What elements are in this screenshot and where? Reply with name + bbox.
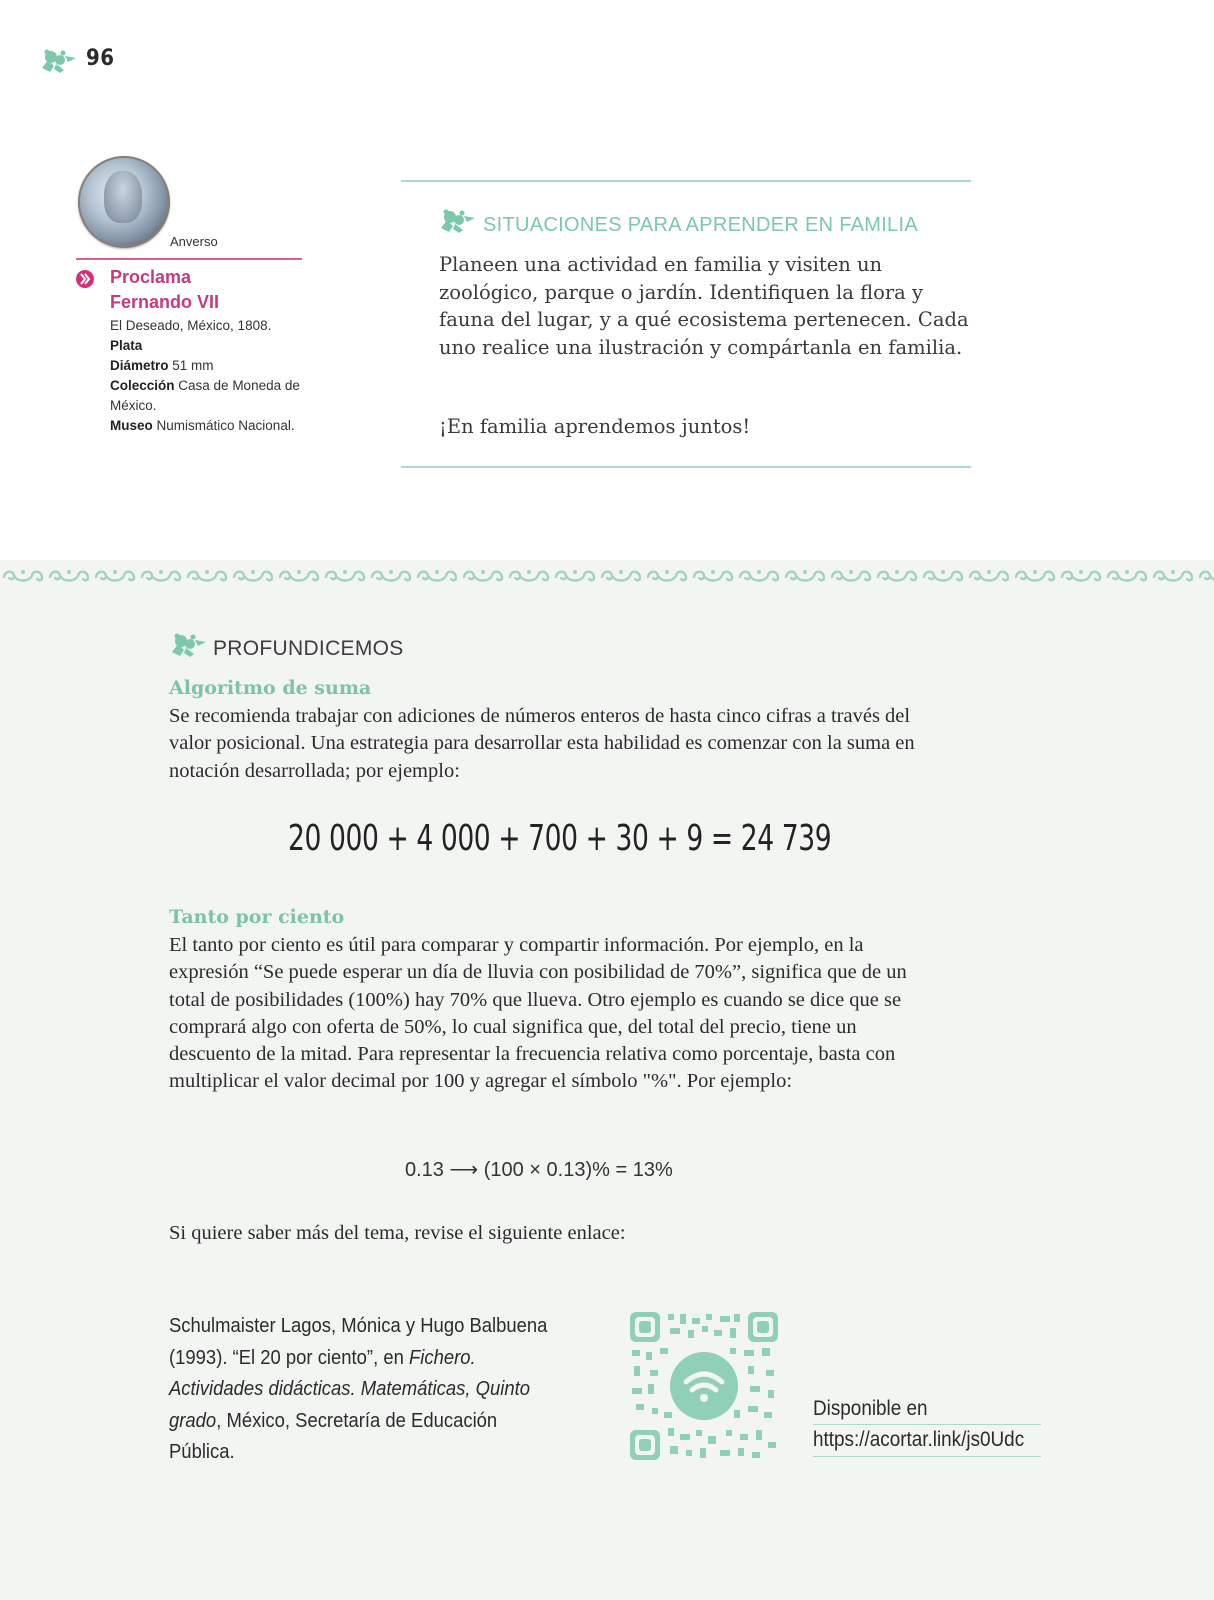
glyph-icon bbox=[437, 208, 477, 234]
coin-museum-label: Museo bbox=[110, 418, 153, 433]
coin-museum-value: Numismático Nacional. bbox=[156, 418, 295, 433]
coin-material: Plata bbox=[110, 338, 143, 353]
citation-part2: , México, Secretaría de Educación Pública. bbox=[169, 1408, 498, 1463]
link-intro: Si quiere saber más del tema, revise el siguiente enlace: bbox=[169, 1222, 626, 1244]
family-closing: ¡En familia aprendemos juntos! bbox=[439, 415, 751, 438]
coin-diameter-label: Diámetro bbox=[110, 358, 169, 373]
family-body: Planeen una actividad en familia y visiten un zoológico, parque o jardín. Identifiquen la flora y fauna del lugar, y a qué ecosistema pertenecen. Cada uno realice una ilustración y compártanla en familia. bbox=[439, 253, 969, 359]
profundicemos-heading: PROFUNDICEMOS bbox=[213, 637, 404, 660]
citation bbox=[169, 1310, 556, 1468]
citation-part1: Schulmaister Lagos, Mónica y Hugo Balbuena (1993). “El 20 por ciento”, en bbox=[169, 1314, 548, 1369]
coin-title-line1: Proclama bbox=[110, 267, 192, 287]
link-underline bbox=[813, 1456, 1041, 1457]
suma-equation: 20 000 + 4 000 + 700 + 30 + 9 = 24 739 bbox=[288, 818, 832, 859]
family-heading: SITUACIONES PARA APRENDER EN FAMILIA bbox=[483, 214, 918, 236]
tanto-heading: Tanto por ciento bbox=[169, 906, 345, 928]
family-box-bottom-rule bbox=[401, 466, 971, 468]
page-number: 96 bbox=[86, 46, 115, 71]
arrow-right-icon bbox=[76, 270, 94, 288]
suma-heading: Algoritmo de suma bbox=[169, 677, 372, 699]
glyph-icon bbox=[168, 632, 208, 658]
coin-collection-label: Colección bbox=[110, 378, 175, 393]
coin-description: El Deseado, México, 1808. bbox=[110, 318, 272, 333]
coin-caption: Anverso bbox=[170, 234, 218, 249]
tanto-paragraph: El tanto por ciento es útil para comparar y compartir información. Por ejemplo, en la expresión “Se puede esperar un día de lluvia con posibilidad de 70%”, significa que de un total de posibilidades (100%) hay 70% que llueva. Otro ejemplo es cuando se dice que se comprará algo con oferta de 50%, lo cual significa que, del total del precio, tiene un descuento de la mitad. Para representar la frecuencia relativa como porcentaje, basta con multiplicar el valor decimal por 100 y agregar el símbolo "%". Por ejemplo: bbox=[169, 934, 907, 1093]
family-box-top-rule bbox=[401, 180, 971, 182]
coin-diameter-value: 51 mm bbox=[172, 358, 214, 373]
coin-divider bbox=[76, 258, 302, 260]
coin-portrait bbox=[104, 171, 142, 223]
reference-link[interactable]: https://acortar.link/js0Udc bbox=[813, 1428, 1025, 1451]
coin-collection-value: Casa de Moneda de México. bbox=[110, 378, 300, 413]
glyph-icon bbox=[38, 48, 78, 74]
qr-code-icon[interactable] bbox=[630, 1312, 778, 1460]
percent-equation: 0.13 ⟶ (100 × 0.13)% = 13% bbox=[405, 1159, 673, 1181]
suma-paragraph: Se recomienda trabajar con adiciones de números enteros de hasta cinco cifras a través del valor posicional. Una estrategia para desarrollar esta habilidad es comenzar con la suma en notación desarrollada; por ejemplo: bbox=[169, 705, 915, 782]
available-underline bbox=[813, 1424, 1041, 1425]
available-label: Disponible en bbox=[813, 1397, 928, 1420]
decorative-border bbox=[0, 560, 1214, 590]
coin-metadata bbox=[110, 316, 310, 436]
coin-title-line2: Fernando VII bbox=[110, 292, 220, 312]
coin-title bbox=[110, 265, 219, 315]
citation-title: Fichero. Actividades didácticas. Matemáticas, Quinto grado bbox=[169, 1345, 530, 1432]
